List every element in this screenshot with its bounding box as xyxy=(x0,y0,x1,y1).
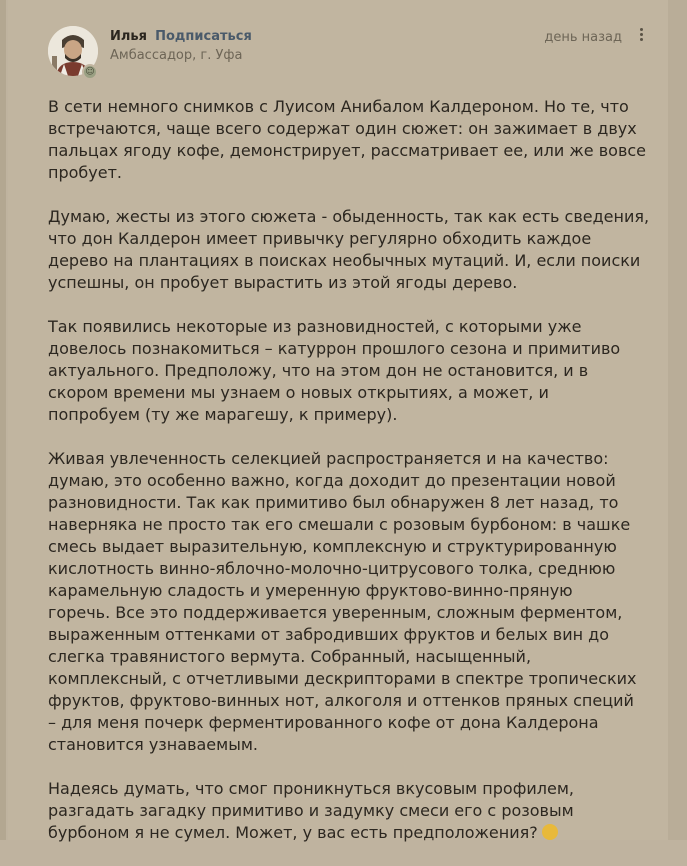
post-header xyxy=(48,26,648,82)
post-paragraph-1: В сети немного снимков с Луисом Анибалом Калдероном. Но те, что встречаются, чаще всего содержат один сюжет: он зажимает в двух пальцах ягоду кофе, демонстрирует, рассматривает ее, или же вовсе пробует. xyxy=(48,97,647,182)
post-paragraph-4: Живая увлеченность селекцией распространяется и на качество: думаю, это особенно важно, когда доходит до презентации новой разновидности. Так как примитиво был обнаружен 8 лет назад, то наверняка не просто так его смешали с розовым бурбоном: в чашке смесь выдает выразительную, комплексную и структурированную кислотность винно-яблочно-молочно-цитрусового толка, среднюю карамельную сладость и умеренную фруктово-винно-пряную горечь. Все это поддерживается уверенным, сложным ферментом, выраженным оттенками от забродивших фруктов и белых вин до слегка травянистого вермута. Собранный, насыщенный, комплексный, с отчетливыми дескрипторами в спектре тропических фруктов, фруктово-винных нот, алкоголя и оттенков пряных специй – для меня почерк ферментированного кофе от дона Калдерона становится узнаваемым. xyxy=(48,449,637,754)
post-paragraph-3: Так появились некоторые из разновидностей, с которыми уже довелось познакомиться – катуррон прошлого сезона и примитиво актуального. Предположу, что на этом дон не остановится, и в скором времени мы узнаем о новых открытиях, а может, и попробуем (ту же марагешу, к примеру). xyxy=(48,317,621,424)
post-paragraph-2: Думаю, жесты из этого сюжета - обыденность, так как есть сведения, что дон Калдерон имеет привычку регулярно обходить каждое дерево на плантациях в поисках необычных мутаций. И, если поиски успешны, он пробует вырастить из этой ягоды дерево. xyxy=(48,207,650,292)
dot xyxy=(640,28,643,31)
post-timestamp: день назад xyxy=(544,30,622,45)
vertical-dots-icon[interactable] xyxy=(634,26,648,46)
post-content xyxy=(48,96,660,866)
author-line xyxy=(110,28,252,46)
subscribe-link[interactable]: Подписаться xyxy=(155,29,252,44)
post-paragraph-5-text: Надеясь думать, что смог проникнуться вкусовым профилем, разгадать загадку примитиво и задумку смеси его с розовым бурбоном я не сумел. Может, у вас есть предположения? xyxy=(48,779,574,842)
page-edge-left xyxy=(0,0,6,840)
author-name[interactable]: Илья xyxy=(110,29,147,44)
smiley-badge-icon: ☺ xyxy=(82,64,98,80)
dot xyxy=(640,38,643,41)
author-role: Амбассадор, г. Уфа xyxy=(110,48,243,63)
smiling-face-emoji-icon xyxy=(542,824,558,840)
post-paragraph-5 xyxy=(48,778,660,844)
post-card xyxy=(8,0,668,840)
dot xyxy=(640,33,643,36)
page-edge-right xyxy=(667,0,687,840)
